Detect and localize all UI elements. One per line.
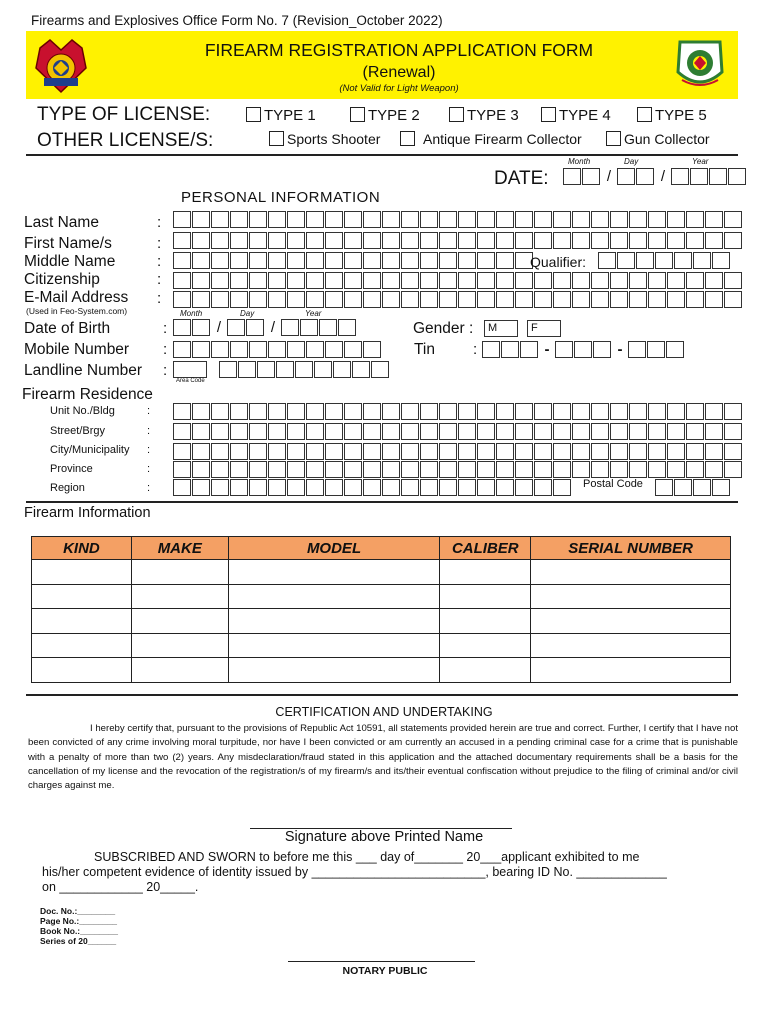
gun-collector-checkbox[interactable] bbox=[606, 131, 621, 146]
last-name-field[interactable] bbox=[173, 211, 743, 228]
firearm-info-heading: Firearm Information bbox=[24, 505, 151, 521]
col-model: MODEL bbox=[228, 537, 440, 560]
antique-collector-checkbox[interactable] bbox=[400, 131, 415, 146]
table-cell[interactable] bbox=[32, 609, 132, 634]
city-label: City/Municipality bbox=[50, 444, 130, 456]
last-name-colon: : bbox=[157, 214, 162, 231]
page-no: Page No.:________ bbox=[40, 916, 118, 926]
cert-heading: CERTIFICATION AND UNDERTAKING bbox=[275, 705, 493, 719]
divider-bottom bbox=[26, 694, 738, 696]
middle-name-field[interactable] bbox=[173, 252, 534, 269]
table-cell[interactable] bbox=[531, 609, 731, 634]
email-colon: : bbox=[157, 290, 162, 307]
mobile-colon: : bbox=[163, 341, 168, 358]
tin-colon: : bbox=[473, 341, 478, 358]
table-cell[interactable] bbox=[531, 584, 731, 609]
street-colon: : bbox=[147, 425, 151, 437]
area-code-hint: Area Code bbox=[176, 378, 205, 384]
date-day-hint: Day bbox=[624, 157, 639, 166]
table-cell[interactable] bbox=[531, 633, 731, 658]
other-license-label: OTHER LICENSE/S: bbox=[37, 130, 214, 151]
other-gun-collector[interactable] bbox=[606, 131, 710, 147]
date-sep-2: / bbox=[660, 168, 666, 185]
series-no: Series of 20______ bbox=[40, 936, 117, 946]
tin-field[interactable] bbox=[482, 341, 685, 358]
gender-female-box[interactable]: F bbox=[527, 320, 561, 337]
dob-sep-1: / bbox=[216, 319, 222, 336]
province-colon: : bbox=[147, 463, 151, 475]
sports-shooter-label: Sports Shooter bbox=[287, 131, 381, 147]
first-name-label: First Name/s bbox=[24, 235, 112, 252]
sports-shooter-checkbox[interactable] bbox=[269, 131, 284, 146]
street-label: Street/Brgy bbox=[50, 425, 106, 437]
mobile-field[interactable] bbox=[173, 341, 382, 358]
email-label: E-Mail Address bbox=[24, 289, 129, 306]
city-field[interactable] bbox=[173, 443, 743, 460]
sworn-line-1: SUBSCRIBED AND SWORN to before me this ___ day of_______ 20___applicant exhibited to me bbox=[94, 850, 640, 864]
table-cell[interactable] bbox=[228, 584, 440, 609]
date-month-hint: Month bbox=[568, 157, 591, 166]
type-2-label: TYPE 2 bbox=[368, 107, 420, 124]
license-type-2[interactable] bbox=[350, 107, 420, 124]
dob-month-hint: Month bbox=[180, 309, 203, 318]
table-cell[interactable] bbox=[32, 633, 132, 658]
col-caliber: CALIBER bbox=[440, 537, 531, 560]
landline-area-code-field[interactable] bbox=[173, 361, 208, 378]
sworn-line-3: on ____________ 20_____. bbox=[42, 880, 199, 894]
table-cell[interactable] bbox=[440, 658, 531, 683]
street-field[interactable] bbox=[173, 423, 743, 440]
table-cell[interactable] bbox=[228, 560, 440, 585]
type-3-checkbox[interactable] bbox=[449, 107, 464, 122]
tin-dash-2: - bbox=[617, 341, 623, 358]
dob-field[interactable] bbox=[173, 319, 357, 336]
table-cell[interactable] bbox=[440, 633, 531, 658]
table-row bbox=[32, 560, 731, 585]
table-cell[interactable] bbox=[228, 658, 440, 683]
unit-field[interactable] bbox=[173, 403, 743, 420]
table-cell[interactable] bbox=[228, 609, 440, 634]
qualifier-field[interactable] bbox=[598, 252, 731, 269]
citizenship-label: Citizenship bbox=[24, 271, 100, 288]
gun-collector-label: Gun Collector bbox=[624, 131, 710, 147]
unit-colon: : bbox=[147, 405, 151, 417]
landline-field[interactable] bbox=[219, 361, 390, 378]
date-field[interactable] bbox=[563, 168, 747, 185]
type-5-label: TYPE 5 bbox=[655, 107, 707, 124]
tin-label: Tin bbox=[414, 341, 435, 358]
notary-line bbox=[288, 961, 475, 962]
date-year-hint: Year bbox=[692, 157, 709, 166]
table-cell[interactable] bbox=[32, 584, 132, 609]
table-row bbox=[32, 609, 731, 634]
firearm-info-table bbox=[31, 536, 731, 683]
date-label: DATE: bbox=[494, 168, 549, 189]
col-kind: KIND bbox=[32, 537, 132, 560]
region-colon: : bbox=[147, 482, 151, 494]
divider-top bbox=[26, 154, 738, 156]
table-row bbox=[32, 633, 731, 658]
dob-year-hint: Year bbox=[305, 309, 322, 318]
table-cell[interactable] bbox=[131, 584, 228, 609]
form-reference: Firearms and Explosives Office Form No. 7 (Revision_October 2022) bbox=[31, 13, 443, 28]
email-note: (Used in Feo-System.com) bbox=[26, 306, 128, 316]
type-2-checkbox[interactable] bbox=[350, 107, 365, 122]
region-label: Region bbox=[50, 482, 85, 494]
notary-label: NOTARY PUBLIC bbox=[342, 965, 428, 977]
type-of-license-label: TYPE OF LICENSE: bbox=[37, 104, 211, 125]
firearm-table-header bbox=[32, 537, 731, 560]
type-3-label: TYPE 3 bbox=[467, 107, 519, 124]
license-type-1[interactable] bbox=[246, 107, 316, 124]
citizenship-colon: : bbox=[157, 271, 162, 288]
table-cell[interactable] bbox=[531, 560, 731, 585]
cert-body: I hereby certify that, pursuant to the provisions of Republic Act 10591, all statements provided herein are true and correct. Further, I certify that I have not been convicted of any crime involving moral turpitude, nor have I been convicted or am currently an accused in a pending criminal case for a crime that is punishable with a penalty of more than two (2) years. Any misdeclaration/fraud stated in this application and the attached documentary requirements shall be a basis for the cancellation of my license and the revocation of the registration/s of my firearm/s and its/their eventual confiscation without prejudice to the filing of criminal and/or civil charges against me. bbox=[28, 723, 738, 792]
mobile-label: Mobile Number bbox=[24, 341, 130, 358]
other-antique-collector[interactable] bbox=[400, 131, 582, 147]
middle-name-label: Middle Name bbox=[24, 253, 116, 270]
city-colon: : bbox=[147, 444, 151, 456]
first-name-field[interactable] bbox=[173, 232, 743, 249]
tin-dash-1: - bbox=[544, 341, 550, 358]
book-no: Book No.:________ bbox=[40, 926, 118, 936]
form-subtitle: (Renewal) bbox=[362, 64, 436, 81]
signature-label: Signature above Printed Name bbox=[284, 829, 484, 845]
table-cell[interactable] bbox=[131, 560, 228, 585]
license-type-4[interactable] bbox=[541, 107, 611, 124]
date-sep-1: / bbox=[606, 168, 612, 185]
personal-info-heading: PERSONAL INFORMATION bbox=[181, 189, 381, 206]
postal-code-label: Postal Code bbox=[583, 478, 643, 490]
table-row bbox=[32, 658, 731, 683]
divider-mid bbox=[26, 501, 738, 503]
dob-label: Date of Birth bbox=[24, 320, 111, 337]
other-sports-shooter[interactable] bbox=[269, 131, 380, 147]
middle-name-colon: : bbox=[157, 253, 162, 270]
unit-label: Unit No./Bldg bbox=[50, 405, 115, 417]
table-cell[interactable] bbox=[440, 609, 531, 634]
dob-colon: : bbox=[163, 320, 168, 337]
table-cell[interactable] bbox=[531, 658, 731, 683]
table-row bbox=[32, 584, 731, 609]
landline-colon: : bbox=[163, 362, 168, 379]
province-field[interactable] bbox=[173, 461, 743, 478]
postal-code-field[interactable] bbox=[655, 479, 731, 496]
qualifier-label: Qualifier: bbox=[530, 254, 587, 270]
last-name-label: Last Name bbox=[24, 214, 99, 231]
table-cell[interactable] bbox=[32, 658, 132, 683]
table-cell[interactable] bbox=[131, 633, 228, 658]
form-title: FIREARM REGISTRATION APPLICATION FORM bbox=[204, 40, 594, 60]
license-type-5[interactable] bbox=[637, 107, 707, 124]
type-1-label: TYPE 1 bbox=[264, 107, 316, 124]
col-make: MAKE bbox=[131, 537, 228, 560]
table-cell[interactable] bbox=[32, 560, 132, 585]
sworn-line-2: his/her competent evidence of identity issued by _________________________, bearing ID No. _____________ bbox=[42, 865, 667, 879]
region-field[interactable] bbox=[173, 479, 572, 496]
table-cell[interactable] bbox=[131, 658, 228, 683]
type-1-checkbox[interactable] bbox=[246, 107, 261, 122]
type-4-label: TYPE 4 bbox=[559, 107, 611, 124]
type-4-checkbox[interactable] bbox=[541, 107, 556, 122]
table-cell[interactable] bbox=[440, 560, 531, 585]
type-5-checkbox[interactable] bbox=[637, 107, 652, 122]
citizenship-field[interactable] bbox=[173, 272, 743, 289]
gender-label: Gender : bbox=[413, 320, 474, 337]
antique-collector-label: Antique Firearm Collector bbox=[423, 131, 582, 147]
table-cell[interactable] bbox=[228, 633, 440, 658]
residence-heading: Firearm Residence bbox=[22, 386, 153, 403]
doc-no: Doc. No.:________ bbox=[40, 906, 116, 916]
first-name-colon: : bbox=[157, 235, 162, 252]
dob-sep-2: / bbox=[270, 319, 276, 336]
email-field[interactable] bbox=[173, 291, 743, 308]
province-label: Province bbox=[50, 463, 93, 475]
form-note: (Not Valid for Light Weapon) bbox=[339, 83, 459, 94]
table-cell[interactable] bbox=[131, 609, 228, 634]
license-type-3[interactable] bbox=[449, 107, 519, 124]
landline-label: Landline Number bbox=[24, 362, 143, 379]
gender-male-box[interactable]: M bbox=[484, 320, 518, 337]
dob-day-hint: Day bbox=[240, 309, 255, 318]
table-cell[interactable] bbox=[440, 584, 531, 609]
col-serial-number: SERIAL NUMBER bbox=[531, 537, 731, 560]
